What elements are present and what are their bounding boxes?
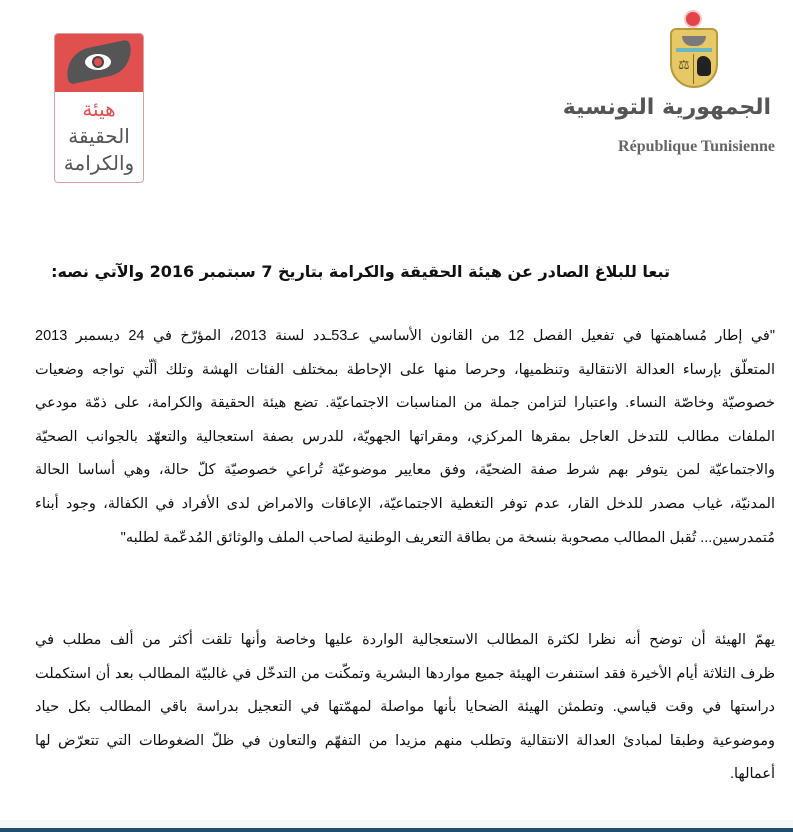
paragraph-line: أعمالها. [729,766,775,783]
clarification-paragraph [35,624,775,792]
shield-icon [670,28,718,88]
lion-icon [697,56,711,76]
page-bottom-bar [0,828,793,832]
document-headline: تبعا للبلاغ الصادر عن هيئة الحقيقة والكرامة بتاريخ 7 سبتمبر 2016 والآتي نصه: [51,262,670,281]
ship-icon [682,36,706,46]
paragraph-line: المدنيّة، غياب مصدر للدخل القار، عدم توفر التغطية الاجتماعيّة، الإعاقات والامراض لدى الأفراد في الكفالة، وجود أبناء [35,495,775,512]
republic-title-arabic: الجمهورية التونسية [562,95,771,120]
paragraph-line: ظرف الثلاثة أيام الأخيرة فقد استنفرت الهيئة جميع مواردها البشرية وتمكّنت من التدخّل في غالبيّة المطالب بعد أن استكملت [35,665,775,682]
republic-title-french: République Tunisienne [618,138,775,155]
shield-divider [693,54,694,84]
ivd-logo-text [55,92,143,177]
paragraph-line: خصوصيّة وخاصّة النساء. واعتبارا لتزامن جملة من المناسبات الاجتماعيّة. تضع هيئة الحقيقة والكرامة، على ذمّة مودعي [35,395,775,412]
paragraph-line: الملفات مطالب للتدخل العاجل بمقرها المركزي، ومقراتها الجهويّة، للدرس بصفة استعجالية والتعهّد بالجوانب الصحيّة [35,428,775,445]
ivd-logo-word-1: هيئة [82,97,116,121]
paragraph-line: مُتمدرسين... تُقبل المطالب مصحوبة بنسخة من بطاقة التعريف الوطنية لصاحب الملف والوثائق المُدعّمة لطلبه" [120,529,775,546]
ivd-logo [54,33,144,183]
ivd-logo-banner [55,34,143,92]
paragraph-line: وموضوعية وطبقا لمبادئ العدالة الانتقالية وتطلب منهم مزيدا من التفهّم والتعاون في ظلّ الضغوطات التي تتعرّض لها [35,732,775,749]
paragraph-line: يهمّ الهيئة أن توضح أنه نظرا لكثرة المطالب الاستعجالية الواردة عليها وخاصة وأنها تلقت أكثر من ألف مطلب في [35,632,775,648]
wave-band [676,48,712,52]
paragraph-line: "في إطار مُساهمتها في تفعيل الفصل 12 من القانون الأساسي عـ53ـدد لسنة 2013، المؤرّخ في 24 ديسمبر 2013 [35,328,776,344]
paragraph-line: المتعلّق بإرساء العدالة الانتقالية وتنظميها، وحرصا منها على الإحاطة بمختلف الفئات الهشة وتلك ألّتي تواجه وضعيات [35,361,775,378]
quoted-statement-paragraph [35,320,775,555]
pupil-icon [92,56,104,68]
scales-icon: ⚖ [678,58,690,73]
paragraph-line: دراستها في وقت قياسي. وتطمئن الهيئة الضحايا بأنها مواصلة لمهمّتها في التعجيل بدراسة باقي المطالب بكل حياد [35,699,775,716]
page-bottom-fade [0,820,793,828]
tunisia-coat-of-arms-icon [668,10,720,90]
ivd-logo-word-2: الحقيقة [68,124,130,148]
paragraph-line: والاجتماعيّة لمن يتوفر بهم شرط صفة الضحيّة، وفق معايير موضوعيّة تُراعي خصوصيّة كلّ حالة، وهي أساسا الحالة [35,462,775,479]
ivd-logo-word-3: والكرامة [63,151,135,175]
crescent-star-icon [684,10,702,28]
